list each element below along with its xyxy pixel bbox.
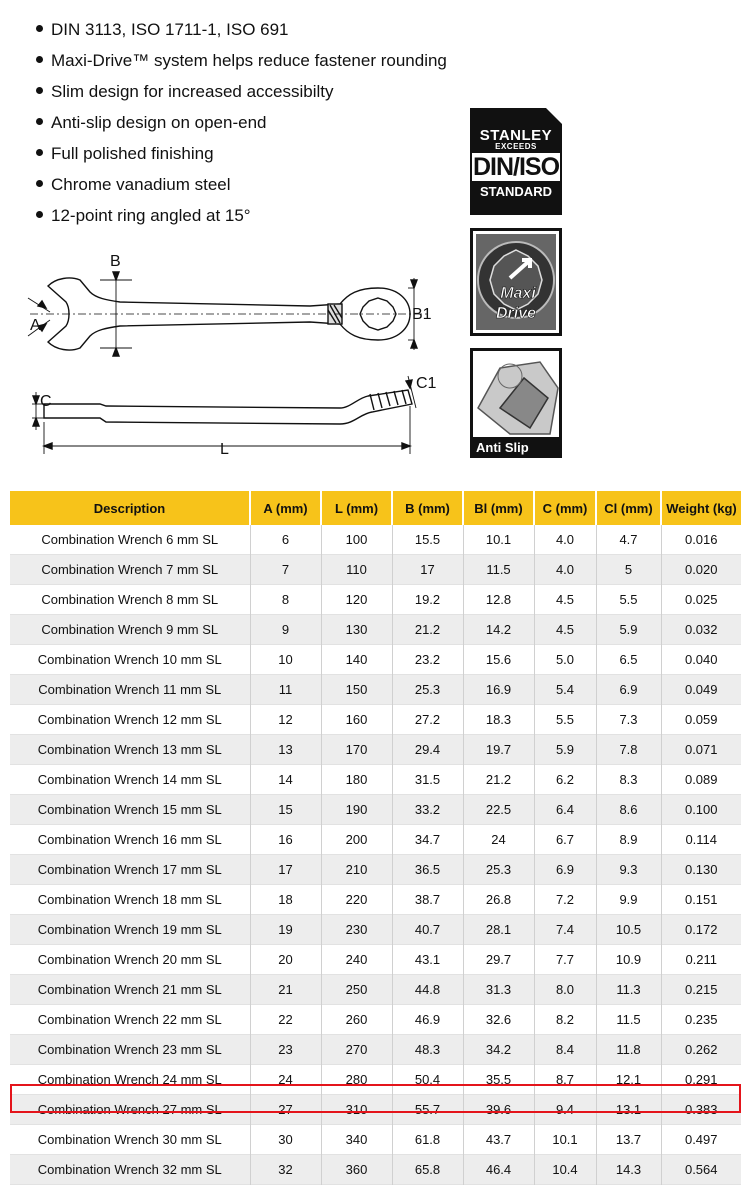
row-value: 5.5 [596,585,661,615]
feature-list [36,14,447,231]
row-value: 8.4 [534,1035,596,1065]
row-value: 55.7 [392,1095,463,1125]
dimension-label-b: B [110,253,121,270]
row-value: 6.2 [534,765,596,795]
row-value: 7.7 [534,945,596,975]
row-description: Combination Wrench 21 mm SL [10,975,250,1005]
feature-item [36,107,447,138]
row-description: Combination Wrench 20 mm SL [10,945,250,975]
row-value: 0.235 [661,1005,741,1035]
row-value: 260 [321,1005,392,1035]
row-value: 0.089 [661,765,741,795]
row-value: 13.7 [596,1125,661,1155]
row-value: 0.100 [661,795,741,825]
bullet-icon [36,118,43,125]
feature-item [36,76,447,107]
row-value: 5 [596,555,661,585]
row-value: 50.4 [392,1065,463,1095]
table-row [10,585,741,615]
badge-din-iso: DIN/ISO [472,153,560,181]
row-value: 220 [321,885,392,915]
dimension-label-c: C [40,393,52,410]
row-value: 21 [250,975,321,1005]
dimension-label-l: L [220,441,229,458]
row-value: 0.211 [661,945,741,975]
row-value: 7.4 [534,915,596,945]
row-value: 61.8 [392,1125,463,1155]
row-value: 39.6 [463,1095,534,1125]
row-value: 20 [250,945,321,975]
row-value: 6.7 [534,825,596,855]
column-header: Weight (kg) [661,491,741,525]
row-value: 4.0 [534,525,596,555]
row-value: 5.9 [534,735,596,765]
row-value: 8.6 [596,795,661,825]
table-row [10,675,741,705]
badge-standard: STANDARD [480,184,552,199]
row-value: 36.5 [392,855,463,885]
table-row [10,975,741,1005]
row-value: 0.130 [661,855,741,885]
row-value: 8.0 [534,975,596,1005]
wrench-top-view [28,272,430,356]
row-description: Combination Wrench 9 mm SL [10,615,250,645]
row-value: 44.8 [392,975,463,1005]
feature-text: 12-point ring angled at 15° [51,206,251,225]
row-value: 11.3 [596,975,661,1005]
row-value: 24 [463,825,534,855]
row-value: 43.1 [392,945,463,975]
feature-text: Anti-slip design on open-end [51,113,267,132]
row-value: 8.2 [534,1005,596,1035]
row-value: 15.5 [392,525,463,555]
row-value: 18.3 [463,705,534,735]
table-row [10,555,741,585]
column-header: B (mm) [392,491,463,525]
row-value: 0.564 [661,1155,741,1185]
row-description: Combination Wrench 24 mm SL [10,1065,250,1095]
row-value: 0.497 [661,1125,741,1155]
row-value: 270 [321,1035,392,1065]
row-value: 34.2 [463,1035,534,1065]
row-value: 4.5 [534,585,596,615]
bullet-icon [36,56,43,63]
table-row [10,795,741,825]
bullet-icon [36,211,43,218]
row-value: 11 [250,675,321,705]
dimension-label-b1: B1 [412,306,432,323]
bullet-icon [36,180,43,187]
row-value: 33.2 [392,795,463,825]
badge-brand: STANLEY [479,127,553,144]
badge-corner-notch [546,108,562,124]
row-value: 9.9 [596,885,661,915]
feature-item [36,14,447,45]
row-value: 31.5 [392,765,463,795]
table-header-row [10,491,741,525]
badge-exceeds: EXCEEDS [495,142,537,151]
table-row [10,1155,741,1185]
column-header: L (mm) [321,491,392,525]
column-header: Bl (mm) [463,491,534,525]
row-value: 0.040 [661,645,741,675]
row-value: 7.3 [596,705,661,735]
table-row [10,1005,741,1035]
row-value: 230 [321,915,392,945]
row-description: Combination Wrench 11 mm SL [10,675,250,705]
row-value: 19.7 [463,735,534,765]
table-row [10,885,741,915]
row-value: 19 [250,915,321,945]
row-value: 6.9 [534,855,596,885]
maxi-drive-badge [470,228,562,336]
feature-text: Chrome vanadium steel [51,175,231,194]
dimension-label-c1: C1 [416,375,437,392]
row-value: 7 [250,555,321,585]
table-row [10,1065,741,1095]
row-value: 340 [321,1125,392,1155]
row-value: 210 [321,855,392,885]
row-description: Combination Wrench 7 mm SL [10,555,250,585]
row-value: 5.0 [534,645,596,675]
row-value: 4.0 [534,555,596,585]
row-value: 16.9 [463,675,534,705]
row-value: 23.2 [392,645,463,675]
row-value: 8 [250,585,321,615]
row-description: Combination Wrench 23 mm SL [10,1035,250,1065]
row-value: 8.7 [534,1065,596,1095]
row-value: 38.7 [392,885,463,915]
row-value: 12 [250,705,321,735]
row-value: 27.2 [392,705,463,735]
row-value: 120 [321,585,392,615]
feature-text: Full polished finishing [51,144,214,163]
row-value: 0.016 [661,525,741,555]
row-value: 190 [321,795,392,825]
row-value: 360 [321,1155,392,1185]
row-value: 32 [250,1155,321,1185]
feature-item [36,45,447,76]
row-value: 10.1 [463,525,534,555]
row-value: 32.6 [463,1005,534,1035]
row-value: 170 [321,735,392,765]
row-value: 5.9 [596,615,661,645]
table-row [10,825,741,855]
row-value: 11.5 [596,1005,661,1035]
table-body [10,525,741,1185]
row-value: 14.3 [596,1155,661,1185]
row-value: 160 [321,705,392,735]
table-row [10,615,741,645]
row-value: 24 [250,1065,321,1095]
row-description: Combination Wrench 17 mm SL [10,855,250,885]
table-row [10,735,741,765]
column-header: A (mm) [250,491,321,525]
row-value: 27 [250,1095,321,1125]
row-value: 43.7 [463,1125,534,1155]
row-description: Combination Wrench 22 mm SL [10,1005,250,1035]
row-value: 240 [321,945,392,975]
row-value: 17 [250,855,321,885]
row-value: 13 [250,735,321,765]
row-description: Combination Wrench 10 mm SL [10,645,250,675]
bullet-icon [36,87,43,94]
row-value: 48.3 [392,1035,463,1065]
drive-text: Drive [495,305,537,322]
table-row [10,1035,741,1065]
row-value: 6.9 [596,675,661,705]
row-value: 21.2 [392,615,463,645]
feature-text: Maxi-Drive™ system helps reduce fastener rounding [51,51,447,70]
wrench-spec-table [10,491,741,1185]
table-row [10,1125,741,1155]
row-value: 7.8 [596,735,661,765]
row-description: Combination Wrench 30 mm SL [10,1125,250,1155]
row-value: 40.7 [392,915,463,945]
row-value: 5.5 [534,705,596,735]
row-value: 13.1 [596,1095,661,1125]
row-value: 0.151 [661,885,741,915]
row-value: 14.2 [463,615,534,645]
stanley-din-iso-badge [470,108,562,215]
row-value: 0.114 [661,825,741,855]
row-value: 46.4 [463,1155,534,1185]
row-value: 6 [250,525,321,555]
row-value: 9.3 [596,855,661,885]
row-value: 110 [321,555,392,585]
row-value: 4.7 [596,525,661,555]
row-value: 15 [250,795,321,825]
row-value: 12.8 [463,585,534,615]
feature-text: DIN 3113, ISO 1711-1, ISO 691 [51,20,289,39]
row-value: 280 [321,1065,392,1095]
row-value: 46.9 [392,1005,463,1035]
row-value: 0.071 [661,735,741,765]
table-row [10,765,741,795]
wrench-dimension-diagram [10,248,450,463]
anti-slip-label: Anti Slip [476,440,529,455]
row-value: 10 [250,645,321,675]
row-value: 10.5 [596,915,661,945]
row-value: 0.383 [661,1095,741,1125]
row-value: 10.9 [596,945,661,975]
bullet-icon [36,25,43,32]
row-value: 35.5 [463,1065,534,1095]
row-description: Combination Wrench 13 mm SL [10,735,250,765]
row-value: 0.020 [661,555,741,585]
row-value: 8.3 [596,765,661,795]
row-description: Combination Wrench 19 mm SL [10,915,250,945]
row-description: Combination Wrench 15 mm SL [10,795,250,825]
row-description: Combination Wrench 6 mm SL [10,525,250,555]
row-value: 0.025 [661,585,741,615]
table-row [10,705,741,735]
row-value: 26.8 [463,885,534,915]
table-row [10,855,741,885]
row-value: 8.9 [596,825,661,855]
row-value: 5.4 [534,675,596,705]
row-value: 250 [321,975,392,1005]
row-value: 14 [250,765,321,795]
row-description: Combination Wrench 27 mm SL [10,1095,250,1125]
row-value: 15.6 [463,645,534,675]
row-value: 34.7 [392,825,463,855]
table-row [10,645,741,675]
row-value: 150 [321,675,392,705]
row-value: 130 [321,615,392,645]
table-row [10,915,741,945]
row-value: 65.8 [392,1155,463,1185]
row-description: Combination Wrench 12 mm SL [10,705,250,735]
feature-text: Slim design for increased accessibilty [51,82,334,101]
column-header: Cl (mm) [596,491,661,525]
row-description: Combination Wrench 14 mm SL [10,765,250,795]
row-value: 25.3 [392,675,463,705]
row-value: 18 [250,885,321,915]
row-description: Combination Wrench 16 mm SL [10,825,250,855]
row-value: 10.1 [534,1125,596,1155]
row-value: 9 [250,615,321,645]
row-value: 17 [392,555,463,585]
table-row [10,945,741,975]
row-value: 180 [321,765,392,795]
row-description: Combination Wrench 8 mm SL [10,585,250,615]
dimension-label-a: A [30,317,41,334]
row-value: 0.262 [661,1035,741,1065]
table-row [10,525,741,555]
table-row [10,1095,741,1125]
feature-item [36,169,447,200]
anti-slip-badge [470,348,562,458]
row-value: 11.5 [463,555,534,585]
row-value: 6.4 [534,795,596,825]
row-value: 6.5 [596,645,661,675]
row-value: 23 [250,1035,321,1065]
row-value: 25.3 [463,855,534,885]
row-value: 200 [321,825,392,855]
row-value: 100 [321,525,392,555]
row-value: 10.4 [534,1155,596,1185]
row-value: 140 [321,645,392,675]
row-value: 29.7 [463,945,534,975]
row-value: 7.2 [534,885,596,915]
row-value: 21.2 [463,765,534,795]
maxi-text: Maxi [500,285,536,302]
row-value: 4.5 [534,615,596,645]
row-value: 22.5 [463,795,534,825]
row-value: 0.059 [661,705,741,735]
row-value: 9.4 [534,1095,596,1125]
row-value: 12.1 [596,1065,661,1095]
row-value: 310 [321,1095,392,1125]
row-value: 19.2 [392,585,463,615]
row-value: 28.1 [463,915,534,945]
row-value: 30 [250,1125,321,1155]
row-value: 0.032 [661,615,741,645]
row-description: Combination Wrench 18 mm SL [10,885,250,915]
bullet-icon [36,149,43,156]
row-value: 0.049 [661,675,741,705]
row-value: 11.8 [596,1035,661,1065]
row-value: 31.3 [463,975,534,1005]
row-value: 29.4 [392,735,463,765]
feature-item [36,138,447,169]
row-value: 16 [250,825,321,855]
column-header: Description [10,491,250,525]
row-value: 0.215 [661,975,741,1005]
feature-item [36,200,447,231]
column-header: C (mm) [534,491,596,525]
row-value: 22 [250,1005,321,1035]
row-value: 0.291 [661,1065,741,1095]
row-description: Combination Wrench 32 mm SL [10,1155,250,1185]
row-value: 0.172 [661,915,741,945]
